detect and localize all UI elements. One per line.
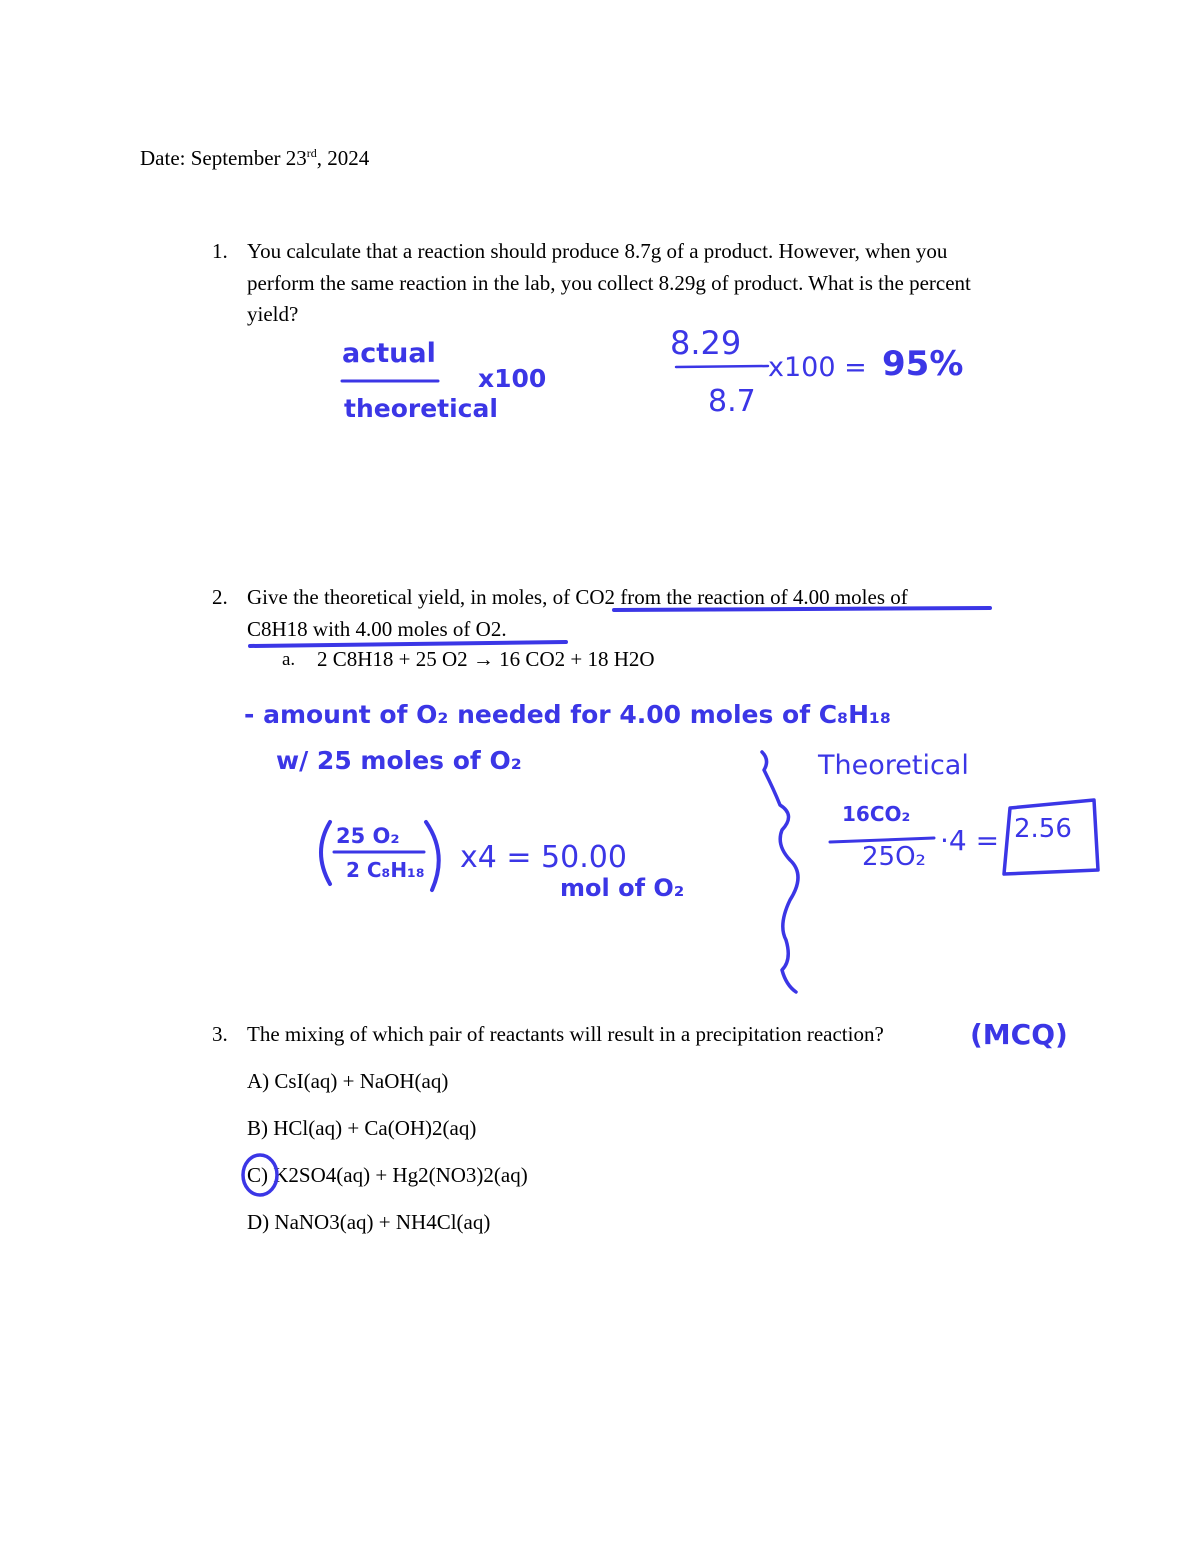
question-1-line-2: perform the same reaction in the lab, you collect 8.29g of product. What is the percent — [247, 270, 971, 295]
question-1-line-1: You calculate that a reaction should produce 8.7g of a product. However, when you — [247, 239, 948, 263]
date-line — [140, 143, 369, 174]
question-2-line-2: C8H18 with 4.00 moles of O2. — [247, 616, 507, 641]
question-1-line-3: yield? — [247, 302, 299, 326]
question-3-text: The mixing of which pair of reactants will result in a precipitation reaction? — [247, 1022, 884, 1046]
question-3-number: 3. — [212, 1022, 228, 1046]
question-1-number: 1. — [212, 239, 228, 263]
q2-ratio-numerator: 25 O₂ — [336, 824, 400, 848]
question-2-equation: 2 C8H18 + 25 O2 → 16 CO2 + 18 H2O — [317, 647, 655, 671]
question-3-tag: (MCQ) — [970, 1018, 1068, 1051]
option-b: B) HCl(aq) + Ca(OH)2(aq) — [247, 1116, 477, 1140]
option-c: C) K2SO4(aq) + Hg2(NO3)2(aq) — [247, 1163, 528, 1187]
question-2-line-1: Give the theoretical yield, in moles, of CO2 from the reaction of 4.00 moles of — [247, 585, 908, 609]
q1-calc-result: 95% — [882, 344, 964, 384]
date-prefix: Date: September 23 — [140, 146, 307, 170]
question-2-number: 2. — [212, 585, 228, 609]
q2-theoretical-numerator: 16CO₂ — [842, 802, 911, 826]
q2-theoretical-result: 2.56 — [1014, 814, 1072, 844]
q2-ratio-open-paren — [321, 822, 330, 884]
q2-theoretical-denominator: 25O₂ — [862, 842, 926, 872]
q2-ratio-denominator: 2 C₈H₁₈ — [346, 858, 425, 882]
q1-formula-multiplier: x100 — [478, 364, 547, 393]
q2-ratio-close-paren — [426, 822, 439, 890]
q2-divider-brace — [762, 752, 798, 992]
question-2-subitem-letter: a. — [282, 649, 296, 670]
q1-formula-numerator: actual — [342, 338, 436, 369]
question-2-text — [247, 582, 908, 645]
date-suffix: , 2024 — [316, 146, 370, 170]
q2-theoretical-multiplier: ·4 = — [940, 824, 1000, 857]
q1-calc-numerator: 8.29 — [670, 324, 742, 362]
q2-theoretical-label: Theoretical — [818, 750, 969, 781]
q2-ratio-result: x4 = 50.00 — [460, 840, 627, 875]
q2-ratio-unit: mol of O₂ — [560, 874, 685, 902]
q1-calc-fraction-bar — [676, 366, 768, 367]
q2-note-line-2: w/ 25 moles of O₂ — [276, 746, 522, 775]
q1-formula-denominator: theoretical — [344, 394, 498, 423]
q1-calc-multiplier: x100 = — [768, 352, 867, 383]
q2-note-line-1: - amount of O₂ needed for 4.00 moles of C₈H₁₈ — [244, 700, 891, 729]
date-superscript: rd — [306, 146, 317, 160]
option-a: A) CsI(aq) + NaOH(aq) — [247, 1069, 449, 1093]
q1-calc-denominator: 8.7 — [708, 384, 756, 419]
question-1-text — [247, 236, 971, 331]
option-d: D) NaNO3(aq) + NH4Cl(aq) — [247, 1210, 491, 1234]
